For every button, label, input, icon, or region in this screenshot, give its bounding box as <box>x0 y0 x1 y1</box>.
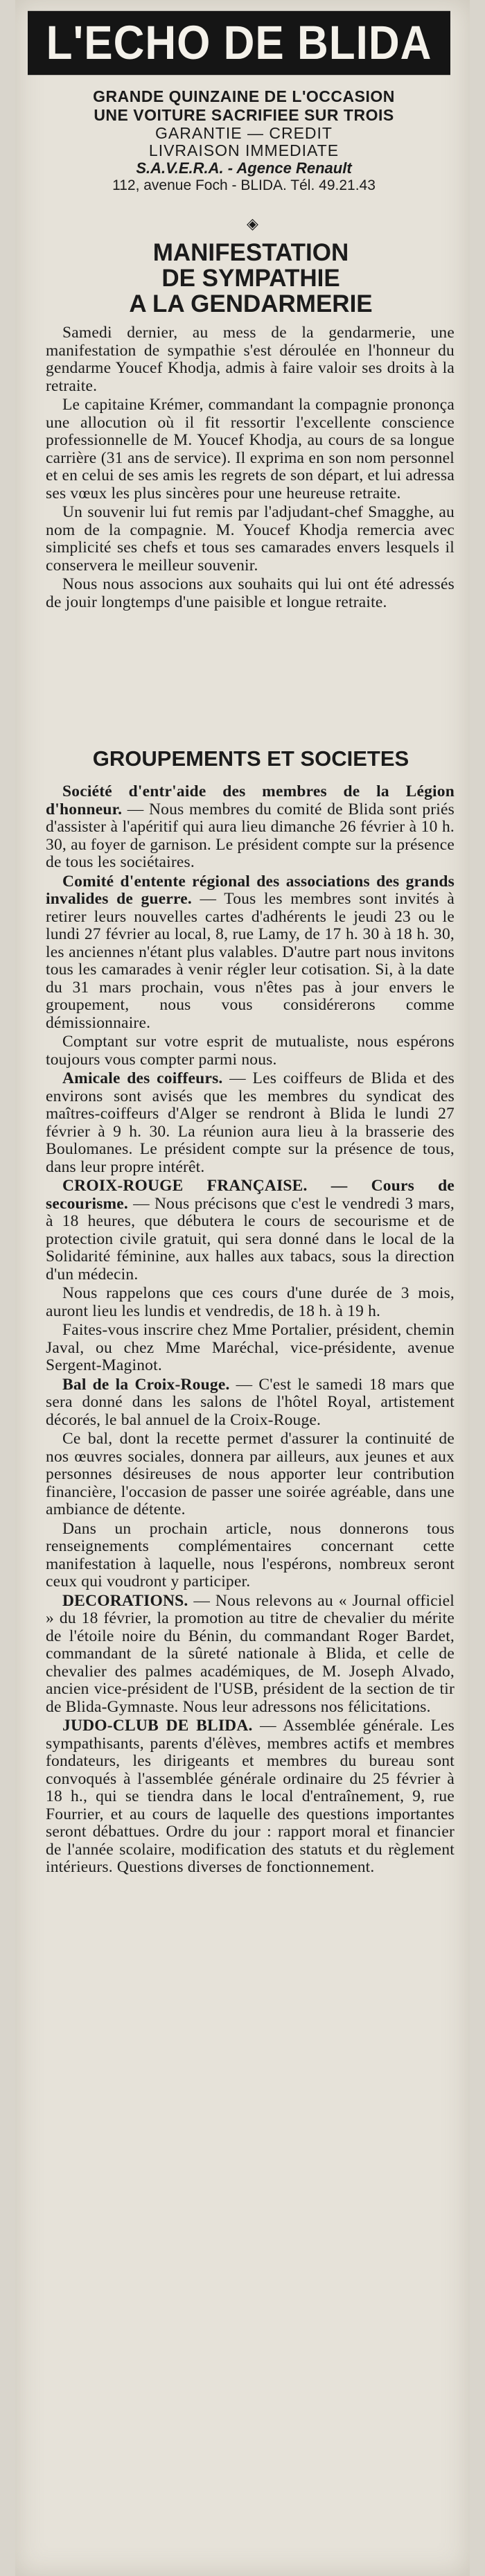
section-body <box>46 783 455 1878</box>
paragraph: Ce bal, dont la recette permet d'assurer la continuité de nos œuvres sociales, donnera par ailleurs, aux jeunes et aux personnes désireuses de nous apporter leur contribution financière, l'occasion de passer une soirée agréable, dans une ambiance de détente. <box>46 1430 455 1518</box>
ad-line: S.A.V.E.R.A. - Agence Renault <box>136 159 352 177</box>
paragraph <box>46 1070 455 1176</box>
item-heading: Amicale des coiffeurs. <box>62 1069 223 1087</box>
item-heading: CROIX-ROUGE FRANÇAISE. <box>62 1177 308 1195</box>
ad-line: UNE VOITURE SACRIFIEE SUR TROIS <box>94 106 394 124</box>
paragraph: Samedi dernier, au mess de la gendarmerie, une manifestation de sympathie s'est déroulée en l'honneur du gendarme Youcef Khodja, admis à faire valoir ses droits à la retraite. <box>46 324 455 395</box>
paragraph <box>46 1376 455 1430</box>
paragraph: Faites-vous inscrire chez Mme Portalier, président, chemin Javal, ou chez Mme Maréchal, vice-présidente, avenue Sergent-Maginot. <box>46 1321 455 1374</box>
item-text: — Nous relevons au « Journal officiel » du 18 février, la promotion au titre de chevalier du mérite de l'étoile noire du Bénin, du commandant Roger Bardet, commandant de la sûreté nationale à Blida, et celle de chevalier des palmes académiques, de M. Joseph Alvado, ancien vice-président de l'USB, président de la section de tir de Blida-Gymnaste. Nous leur adressons nos félicitations. <box>46 1591 455 1716</box>
paragraph: Nous nous associons aux souhaits qui lui ont été adressés de jouir longtemps d'une paisible et longue retraite. <box>46 575 455 611</box>
paragraph: Dans un prochain article, nous donnerons tous renseignements complémentaires concernant cette manifestation à laquelle, nous l'espérons, nombreux seront ceux qui voudront y participer. <box>46 1519 455 1591</box>
item-text: — Assemblée générale. Les sympathisants, parents d'élèves, membres actifs et membres fondateurs, les dirigeants et membres du bureau sont convoqués à l'assemblée générale ordinaire du 25 février à 18 h., qui se tiendra dans le local d'entraînement, 9, rue Fourrier, et au cours de laquelle des questions importantes seront débattues. Ordre du jour : rapport moral et financier de l'année scolaire, modification des statuts et du règlement intérieurs. Questions diverses de fonctionnement. <box>46 1717 455 1876</box>
paragraph <box>46 1177 455 1283</box>
item-heading: Comité d'entente régional des associations des grands invalides de guerre. <box>46 872 455 908</box>
article-title <box>43 240 459 317</box>
advertisement <box>43 87 445 194</box>
item-heading: DECORATIONS. <box>62 1591 188 1610</box>
ad-line: GARANTIE — CREDIT <box>155 124 333 142</box>
paragraph <box>46 783 455 872</box>
paragraph <box>46 1593 455 1717</box>
item-text: — Les coiffeurs de Blida et des environs sont avisés que les membres du syndicat des maîtres-coiffeurs d'Alger se rendront à Blida le lundi 27 février à 9 h. 30. La réunion aura lieu à la brasserie des Boulomanes. Le président compte sur la présence de tous, dans leur propre intérêt. <box>46 1069 455 1176</box>
title-line: DE SYMPATHIE <box>161 265 340 292</box>
paragraph <box>46 1717 455 1877</box>
item-text: — C'est le samedi 18 mars que sera donné dans les salons de l'hôtel Royal, artistement décorés, le bal annuel de la Croix-Rouge. <box>46 1375 455 1429</box>
ad-line: LIVRAISON IMMEDIATE <box>148 141 340 159</box>
paragraph: Comptant sur votre esprit de mutualiste, nous espérons toujours vous compter parmi nous. <box>46 1033 455 1069</box>
ad-line: GRANDE QUINZAINE DE L'OCCASION <box>93 87 395 105</box>
item-text: — Nous précisons que c'est le vendredi 3 mars, à 18 heures, que débutera le cours de secourisme et de protection civile gratuit, qui sera donné dans le local de la Solidarité féminine, aux halles aux tabacs, sous la direction d'un médecin. <box>46 1194 455 1283</box>
section-title: GROUPEMENTS ET SOCIETES <box>92 746 409 771</box>
paragraph: Nous rappelons que ces cours d'une durée de 3 mois, auront lieu les lundis et vendredis, de 18 h. à 19 h. <box>46 1284 455 1320</box>
newspaper-page <box>15 0 470 2576</box>
paragraph: Un souvenir lui fut remis par l'adjudant-chef Smagghe, au nom de la compagnie. M. Youcef Khodja remercia avec simplicité ses chefs et tous ses camarades envers lesquels il conservera le meilleur souvenir. <box>46 503 455 575</box>
paragraph: Le capitaine Krémer, commandant la compagnie prononça une allocution où il fit ressortir l'excellente conscience professionnelle de M. Youcef Khodja, au cours de sa longue carrière (31 ans de service). Il exprima en son nom personnel et en celui de ses amis les regrets de son départ, et lui adressa ses vœux les plus sincères pour une heureuse retraite. <box>46 396 455 502</box>
title-line: MANIFESTATION <box>152 239 349 266</box>
paragraph <box>46 873 455 1033</box>
item-heading: JUDO-CLUB DE BLIDA. <box>62 1717 253 1735</box>
item-text: — Nous membres du comité de Blida sont priés d'assister à l'apéritif qui aura lieu dimanche 26 février à 10 h. 30, au foyer de garnison. Le président compte sur la présence de tous les sociétaires. <box>46 800 455 871</box>
title-line: A LA GENDARMERIE <box>129 290 373 317</box>
ornament-icon: ◈ <box>247 215 258 232</box>
ad-line: 112, avenue Foch - BLIDA. Tél. 49.21.43 <box>112 177 376 193</box>
item-heading: Société d'entr'aide des membres de la Légion d'honneur. <box>46 782 455 818</box>
item-subheading: — Cours de secourisme. <box>46 1177 455 1213</box>
article-body <box>46 324 455 613</box>
masthead: L'ECHO DE BLIDA <box>28 11 450 75</box>
item-text: — Tous les membres sont invités à retirer leurs nouvelles cartes d'adhérents le jeudi 23 ou le lundi 27 février au local, 8, rue Lamy, de 17 h. 30 à 18 h. 30, les anciennes n'étant plus valables. D'autre part nous invitons tous les camarades à venir régler leur cotisation. Si, à la date du 31 mars prochain, vous n'êtes pas à jour envers le groupement, nous vous considérerons comme démissionnaire. <box>46 890 455 1032</box>
item-heading: Bal de la Croix-Rouge. <box>62 1375 230 1394</box>
